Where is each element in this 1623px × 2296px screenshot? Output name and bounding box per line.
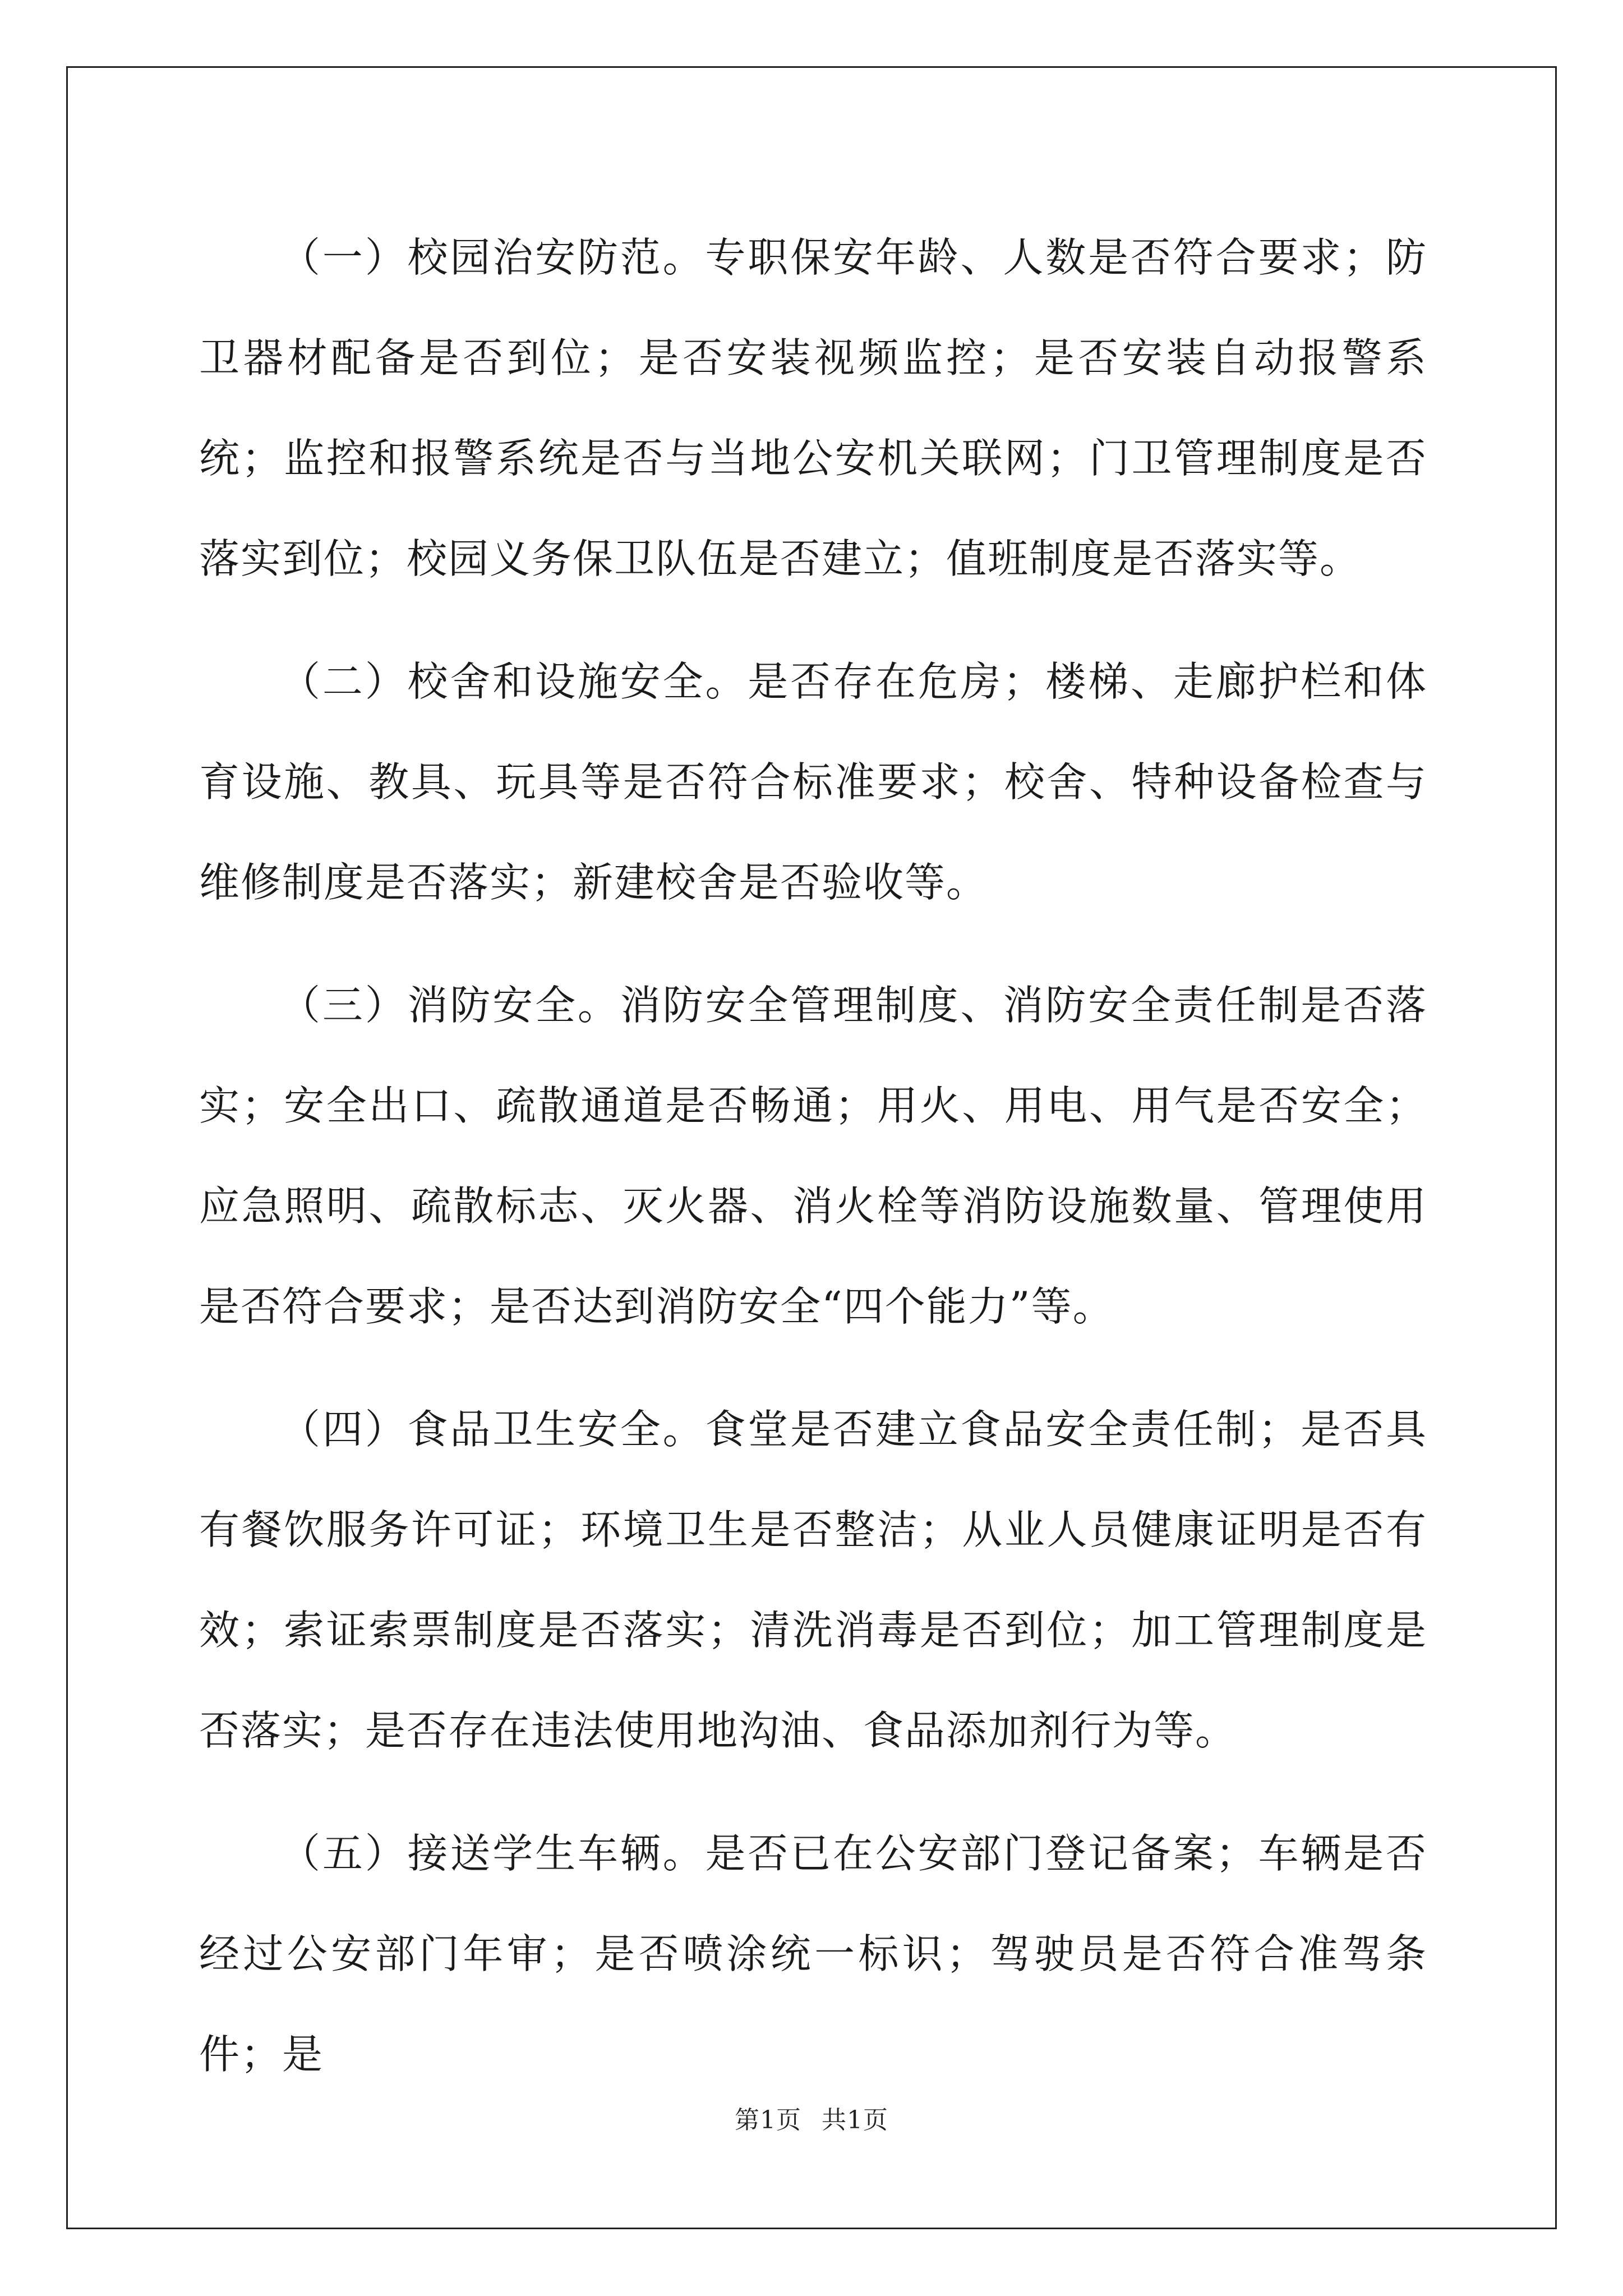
page-total: 共1页 (822, 2106, 888, 2134)
page-number: 第1页 (735, 2106, 801, 2134)
paragraph-school-vehicles: （五）接送学生车辆。是否已在公安部门登记备案；车辆是否经过公安部门年审；是否喷涂统一标识；驾驶员是否符合准驾条件；是 (199, 1830, 1427, 2078)
document-body (199, 208, 1427, 2127)
paragraph-fire-safety: （三）消防安全。消防安全管理制度、消防安全责任制是否落实；安全出口、疏散通道是否畅通；用火、用电、用气是否安全；应急照明、疏散标志、灭火器、消火栓等消防设施数量、管理使用是否符合要求；是否达到消防安全“四个能力”等。 (199, 982, 1427, 1330)
paragraph-food-safety: （四）食品卫生安全。食堂是否建立食品安全责任制；是否具有餐饮服务许可证；环境卫生是否整洁；从业人员健康证明是否有效；索证索票制度是否落实；清洗消毒是否到位；加工管理制度是否落实；是否存在违法使用地沟油、食品添加剂行为等。 (199, 1406, 1427, 1754)
paragraph-campus-security: （一）校园治安防范。专职保安年龄、人数是否符合要求；防卫器材配备是否到位；是否安装视频监控；是否安装自动报警系统；监控和报警系统是否与当地公安机关联网；门卫管理制度是否落实到位；校园义务保卫队伍是否建立；值班制度是否落实等。 (199, 234, 1427, 582)
paragraph-building-safety: （二）校舍和设施安全。是否存在危房；楼梯、走廊护栏和体育设施、教具、玩具等是否符合标准要求；校舍、特种设备检查与维修制度是否落实；新建校舍是否验收等。 (199, 658, 1427, 906)
page-footer (0, 2104, 1623, 2137)
